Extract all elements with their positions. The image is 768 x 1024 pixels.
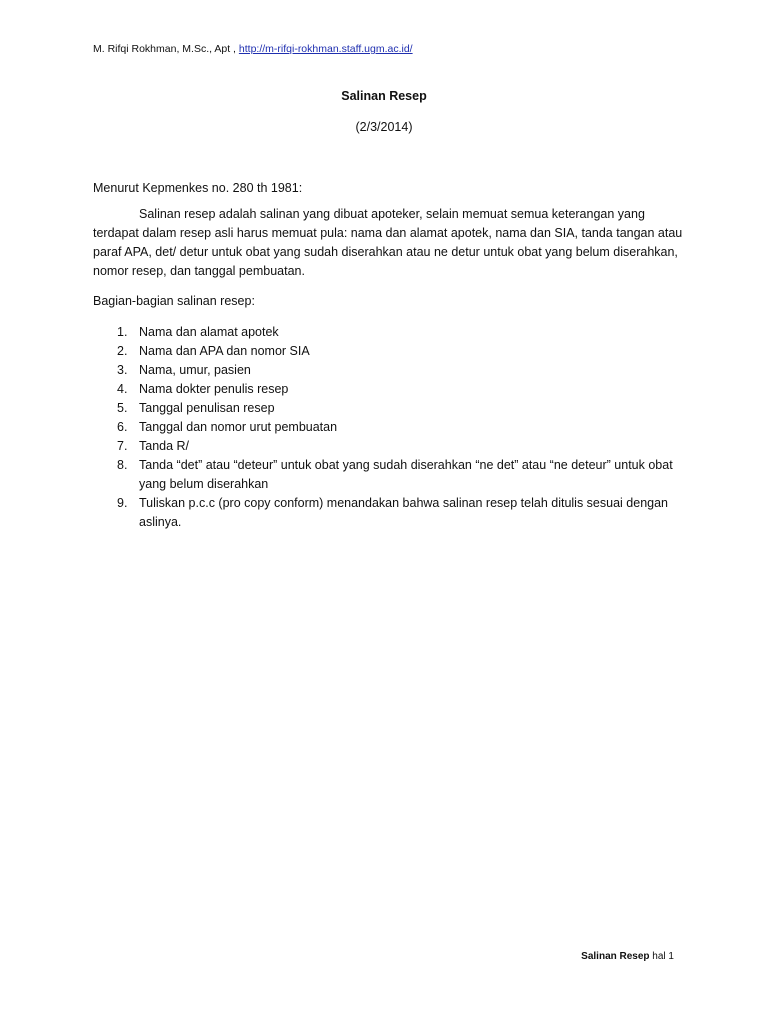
- page-footer: [581, 951, 674, 962]
- footer-label: Salinan Resep: [581, 951, 650, 962]
- parts-list: [93, 323, 683, 532]
- list-item: [93, 361, 683, 380]
- item-number: 8.: [117, 458, 128, 472]
- item-number: 1.: [117, 325, 128, 339]
- author-text: M. Rifqi Rokhman, M.Sc., Apt ,: [93, 43, 239, 55]
- item-text: Nama dan APA dan nomor SIA: [139, 344, 310, 358]
- item-number: 7.: [117, 439, 128, 453]
- item-number: 6.: [117, 420, 128, 434]
- item-text: Nama dokter penulis resep: [139, 382, 289, 396]
- list-item: [93, 323, 683, 342]
- item-text: Tanggal penulisan resep: [139, 401, 275, 415]
- item-text: Tanggal dan nomor urut pembuatan: [139, 420, 338, 434]
- list-item: [93, 342, 683, 361]
- item-number: 2.: [117, 344, 128, 358]
- definition-paragraph: [93, 205, 683, 281]
- item-number: 3.: [117, 363, 128, 377]
- list-item: [93, 494, 683, 532]
- document-date: (2/3/2014): [355, 120, 413, 134]
- item-number: 5.: [117, 401, 128, 415]
- list-item: [93, 456, 683, 494]
- regulation-reference: Menurut Kepmenkes no. 280 th 1981:: [93, 181, 303, 195]
- list-item: [93, 380, 683, 399]
- item-number: 9.: [117, 496, 128, 510]
- item-text: Tuliskan p.c.c (pro copy conform) menandakan bahwa salinan resep telah ditulis sesuai dengan aslinya.: [139, 496, 669, 529]
- item-text: Tanda “det” atau “deteur” untuk obat yang sudah diserahkan “ne det” atau “ne deteur” untuk obat yang belum diserahkan: [139, 458, 673, 491]
- definition-text: Salinan resep adalah salinan yang dibuat apoteker, selain memuat semua keterangan yang terdapat dalam resep asli harus memuat pula: nama dan alamat apotek, nama dan SIA, tanda tangan atau paraf APA, det/ detur untuk obat yang sudah diserahkan atau ne detur untuk obat yang belum diserahkan, nomor resep, dan tanggal pembuatan.: [93, 207, 683, 278]
- page-number: hal 1: [649, 951, 674, 962]
- list-item: [93, 399, 683, 418]
- item-text: Nama, umur, pasien: [139, 363, 251, 377]
- item-number: 4.: [117, 382, 128, 396]
- list-item: [93, 437, 683, 456]
- list-item: [93, 418, 683, 437]
- list-heading: Bagian-bagian salinan resep:: [93, 294, 255, 308]
- author-website-link[interactable]: http://m-rifqi-rokhman.staff.ugm.ac.id/: [238, 43, 413, 55]
- item-text: Nama dan alamat apotek: [139, 325, 279, 339]
- item-text: Tanda R/: [139, 439, 190, 453]
- page-header: [93, 43, 413, 55]
- document-title: Salinan Resep: [341, 89, 427, 103]
